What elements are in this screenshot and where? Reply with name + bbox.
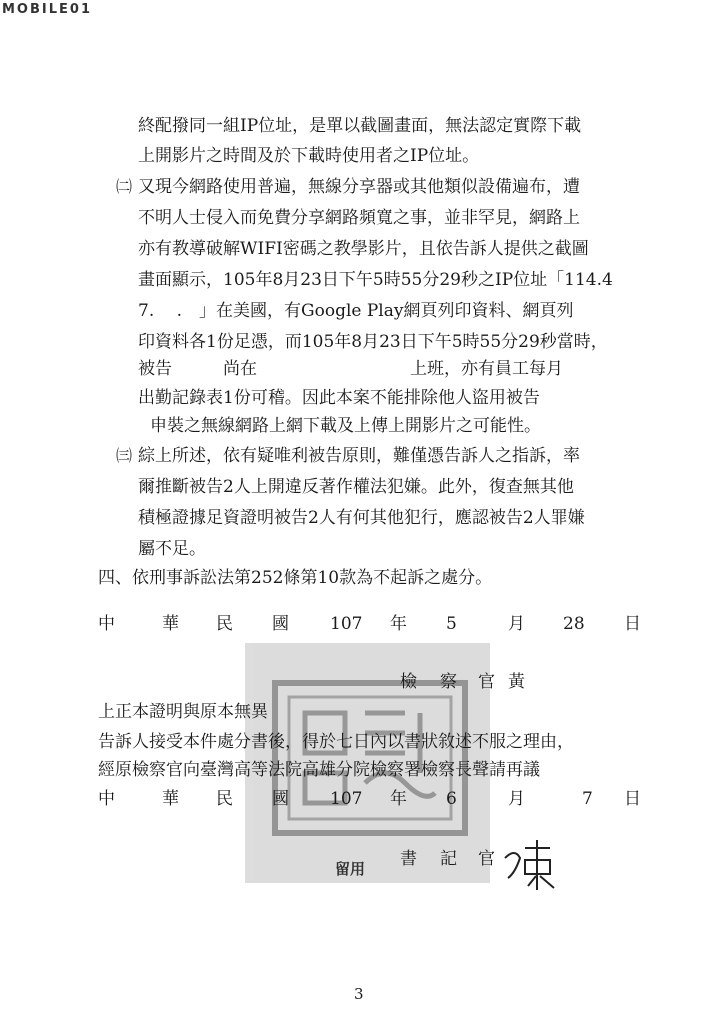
handwritten-signature [500,838,560,897]
date-char: 6 [446,789,457,809]
date-char: 年 [390,789,407,809]
title-char: 黃 [508,672,525,692]
date-char: 年 [390,614,407,634]
date-char: 107 [330,614,363,634]
item-three-marker: ㈢ [116,446,133,465]
seal-label: 留用 [335,860,366,878]
date-char: 月 [508,789,525,809]
text-line: 爾推斷被告2人上開違反著作權法犯嫌。此外，復查無其他 [138,477,574,497]
section-four-line: 四、依刑事訴訟法第252條第10款為不起訴之處分。 [98,568,493,588]
date-char: 28 [563,614,585,634]
text-line: 不明人士侵入而免費分享網路頻寬之事，並非罕見，網路上 [138,208,580,228]
date-char: 民 [216,614,233,634]
text-line: 積極證據足資證明被告2人有何其他犯行，應認被告2人罪嫌 [138,508,585,528]
text-line: 綜上所述，依有疑唯利被告原則，難僅憑告訴人之指訴，率 [138,446,580,466]
text-line: 印資料各1份足憑，而105年8月23日下午5時55分29秒當時， [138,332,608,352]
title-char: 檢 [400,672,417,692]
title-char: 察 [440,672,457,692]
title-char: 官 [478,849,495,869]
notice-line: 告訴人接受本件處分書後，得於七日內以書狀敘述不服之理由， [98,732,574,752]
date-char: 中 [98,614,115,634]
title-char: 書 [400,849,417,869]
text-line: 被告 尚在 上班，亦有員工每月 [138,359,563,379]
text-line: 又現今網路使用普遍，無線分享器或其他類似設備遍布，遭 [138,177,580,197]
date-char: 國 [272,614,289,634]
date-char: 107 [330,789,363,809]
date-char: 5 [446,614,457,634]
text-line: 終配撥同一組IP位址，是單以截圖畫面，無法認定實際下載 [138,116,582,136]
date-char: 月 [508,614,525,634]
title-char: 記 [440,849,457,869]
text-line: 上開影片之時間及於下載時使用者之IP位址。 [138,146,480,166]
watermark-logo: MOBILE01 [2,2,92,17]
text-line: 屬不足。 [138,539,206,559]
date-char: 華 [162,789,179,809]
date-char: 中 [98,789,115,809]
text-line: 亦有教導破解WIFI密碼之教學影片，且依告訴人提供之截圖 [138,239,589,259]
date-char: 華 [162,614,179,634]
date-char: 國 [272,789,289,809]
title-char: 官 [478,672,495,692]
date-char: 民 [216,789,233,809]
text-line: 畫面顯示，105年8月23日下午5時55分29秒之IP位址「114.4 [138,270,613,290]
notice-line: 經原檢察官向臺灣高等法院高雄分院檢察署檢察長聲請再議 [98,760,540,780]
date-char: 日 [624,789,641,809]
date-char: 7 [582,789,593,809]
notice-line: 上正本證明與原本無異 [98,702,268,722]
text-line: 申裝之無線網路上網下載及上傳上開影片之可能性。 [150,416,541,436]
page-number: 3 [354,985,364,1003]
text-line: 7. . 」在美國，有Google Play網頁列印資料、網頁列 [138,301,574,321]
item-two-marker: ㈡ [116,177,133,196]
text-line: 出勤記錄表1份可稽。因此本案不能排除他人盜用被告 [138,388,540,408]
date-char: 日 [624,614,641,634]
